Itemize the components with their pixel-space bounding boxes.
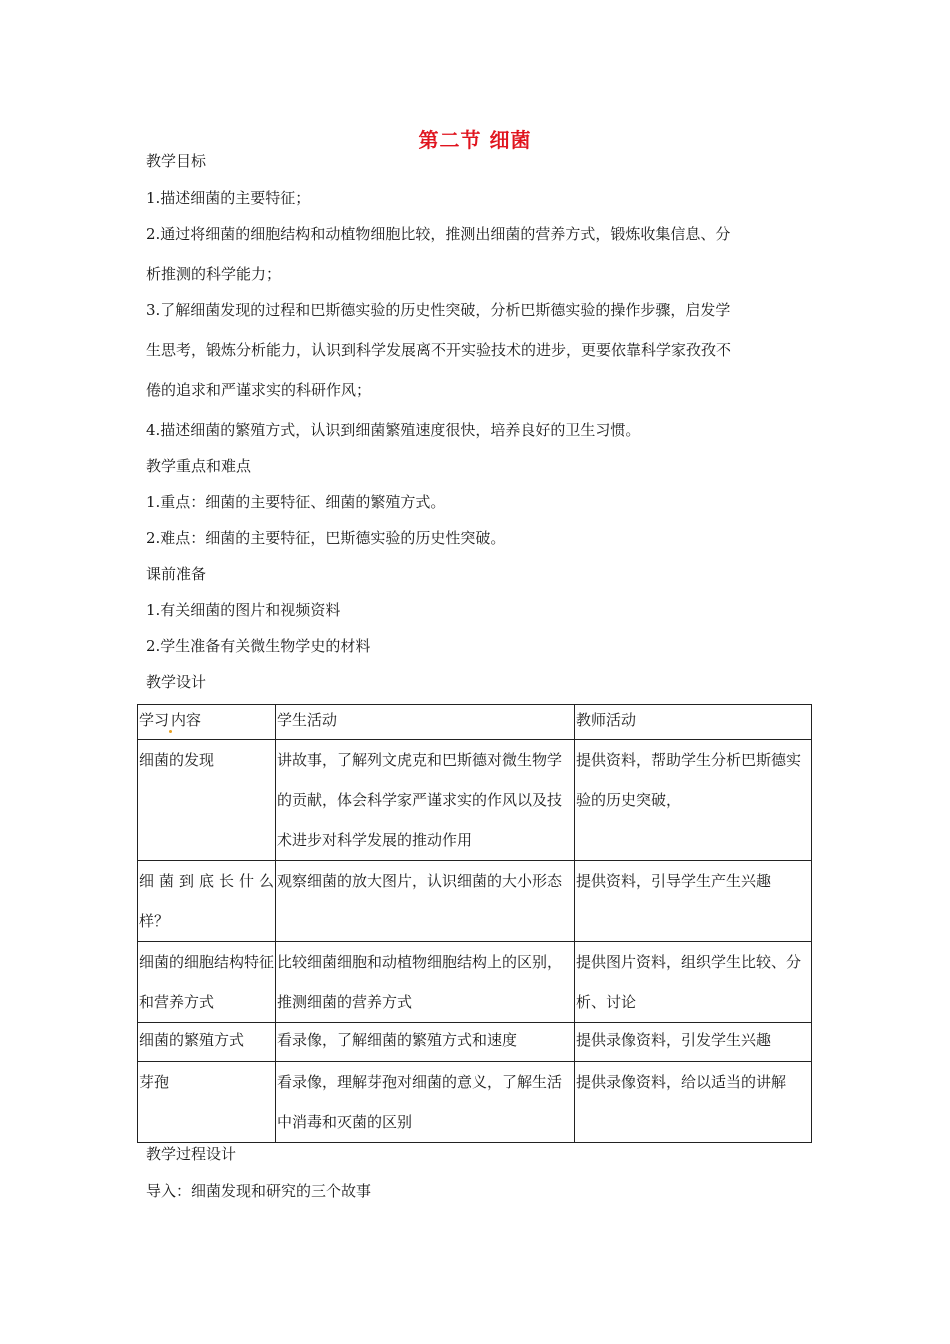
intro-line: 导入：细菌发现和研究的三个故事 [146, 1182, 372, 1200]
key-point-1: 1.重点：细菌的主要特征、细菌的繁殖方式。 [146, 493, 446, 511]
table-cell-teacher: 提供录像资料，引发学生兴趣 [575, 1023, 812, 1062]
goal-3-line-2: 生思考，锻炼分析能力，认识到科学发展离不开实验技术的进步，更要依靠科学家孜孜不 [146, 341, 732, 359]
table-cell-student: 看录像，了解细菌的繁殖方式和速度 [276, 1023, 575, 1062]
table-cell-teacher: 提供资料，引导学生产生兴趣 [575, 861, 812, 942]
table-cell-content: 细菌的细胞结构特征和营养方式 [138, 942, 276, 1023]
table-row [138, 861, 812, 942]
header-cell-teacher: 教师活动 [575, 705, 812, 740]
header-cell-student: 学生活动 [276, 705, 575, 740]
design-heading: 教学设计 [146, 673, 207, 691]
goals-heading: 教学目标 [146, 152, 207, 170]
table-cell-student: 讲故事，了解列文虎克和巴斯德对微生物学的贡献，体会科学家严谨求实的作风以及技术进步对科学发展的推动作用 [276, 740, 575, 861]
table-row [138, 942, 812, 1023]
lesson-plan-table [137, 704, 812, 1143]
table-cell-teacher: 提供录像资料，给以适当的讲解 [575, 1062, 812, 1143]
table-cell-content: 细菌的发现 [138, 740, 276, 861]
ink-dot [169, 730, 172, 733]
goal-3 [146, 290, 810, 410]
goal-2-line-2: 析推测的科学能力； [146, 265, 282, 283]
table-cell-student: 看录像，理解芽孢对细菌的意义，了解生活中消毒和灭菌的区别 [276, 1062, 575, 1143]
table-cell-teacher: 提供图片资料，组织学生比较、分析、讨论 [575, 942, 812, 1023]
prep-heading: 课前准备 [146, 565, 207, 583]
key-point-2: 2.难点：细菌的主要特征，巴斯德实验的历史性突破。 [146, 529, 506, 547]
page-title: 第二节 细菌 [418, 128, 532, 152]
header-cell-content [138, 705, 276, 740]
table-cell-student: 观察细菌的放大图片，认识细菌的大小形态 [276, 861, 575, 942]
goal-3-line-1: 3.了解细菌发现的过程和巴斯德实验的历史性突破，分析巴斯德实验的操作步骤，启发学 [146, 301, 731, 319]
goal-2-line-1: 2.通过将细菌的细胞结构和动植物细胞比较，推测出细菌的营养方式，锻炼收集信息、分 [146, 225, 731, 243]
table-cell-teacher: 提供资料，帮助学生分析巴斯德实验的历史突破， [575, 740, 812, 861]
table-cell-student: 比较细菌细胞和动植物细胞结构上的区别，推测细菌的营养方式 [276, 942, 575, 1023]
table-header-row [138, 705, 812, 740]
table-row [138, 740, 812, 861]
prep-item-2: 2.学生准备有关微生物学史的材料 [146, 637, 371, 655]
table-cell-content: 细 菌 到 底 长 什 么样？ [138, 861, 276, 942]
table-cell-content: 细菌的繁殖方式 [138, 1023, 276, 1062]
prep-item-1: 1.有关细菌的图片和视频资料 [146, 601, 341, 619]
goal-1: 1.描述细菌的主要特征； [146, 189, 311, 207]
key-points-heading: 教学重点和难点 [146, 457, 252, 475]
table-cell-content: 芽孢 [138, 1062, 276, 1143]
table-row [138, 1062, 812, 1143]
header-label-part-2: 内容 [171, 711, 202, 729]
process-heading: 教学过程设计 [146, 1145, 237, 1163]
goal-3-line-3: 倦的追求和严谨求实的科研作风； [146, 381, 372, 399]
goal-4: 4.描述细菌的繁殖方式，认识到细菌繁殖速度很快，培养良好的卫生习惯。 [146, 421, 641, 439]
goal-2 [146, 214, 810, 294]
header-label-part-1: 学习 [139, 711, 170, 729]
table-row [138, 1023, 812, 1062]
